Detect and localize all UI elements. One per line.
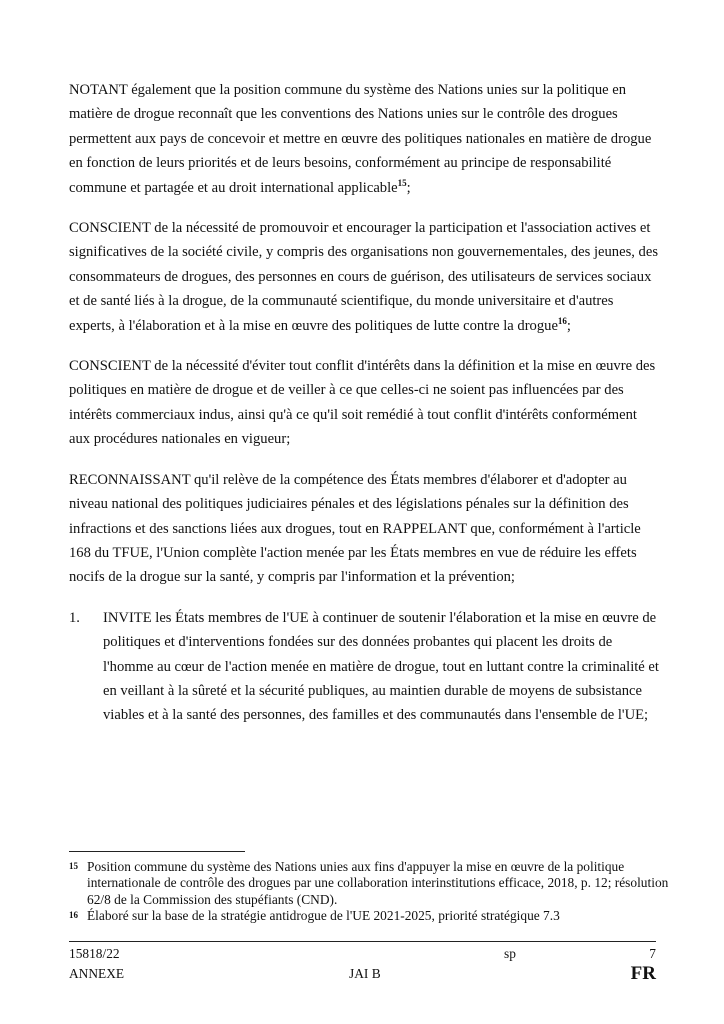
footnote-mark: 16 [69, 910, 78, 921]
page-footer [69, 946, 656, 994]
paragraph-end: ; [406, 179, 411, 196]
language-code: FR [630, 963, 656, 984]
footnote-separator [69, 851, 245, 852]
annex-label: ANNEXE [69, 966, 125, 981]
paragraph-end: ; [566, 317, 571, 334]
paragraph-text: CONSCIENT de la nécessité d'éviter tout conflit d'intérêts dans la définition et la mise en œuvre des politiques en matière de drogue et de veiller à ce que celles-ci ne soient pas influencées par des intérêts commerciaux indus, ainsi qu'à ce qu'il soit remédié à tout conflit d'intérêts conformément aux procédures nationales en vigueur; [69, 358, 656, 448]
paragraph-conscient-participation [69, 216, 659, 338]
page-number: 7 [649, 946, 656, 961]
footnote-text: Position commune du système des Nations unies aux fins d'appuyer la mise en œuvre de la politique internationale de contrôle des drogues par une collaboration interinstitutions efficace, 2018, p. 12; résolution 62/8 de la Commission des stupéfiants (CND). [87, 859, 669, 907]
paragraph-conscient-conflit [69, 354, 659, 452]
paragraph-notant [69, 78, 659, 200]
footnote-mark: 15 [69, 861, 78, 871]
department-code: JAI B [349, 966, 381, 981]
footnote-text: Élaboré sur la base de la stratégie antidrogue de l'UE 2021-2025, priorité stratégique 7.3 [87, 908, 560, 924]
footnote-ref[interactable]: 15 [397, 177, 407, 188]
footnote-16 [69, 908, 669, 924]
footnote-ref[interactable]: 16 [557, 315, 567, 326]
paragraph-text: NOTANT également que la position commune du système des Nations unies sur la politique en matière de drogue reconnaît que les conventions des Nations unies sur le contrôle des drogues permettent aux pays de concevoir et mettre en œuvre des politiques nationales en matière de drogue en fonction de leurs priorités et de leurs besoins, conformément au principe de responsabilité commune et partagée et au droit international applicable [69, 82, 652, 196]
footnotes [69, 859, 669, 925]
body-text [69, 78, 659, 744]
paragraph-reconnaissant [69, 468, 659, 590]
item-number: 1. [69, 609, 80, 626]
footer-separator [69, 941, 656, 942]
paragraph-text: CONSCIENT de la nécessité de promouvoir et encourager la participation et l'association actives et significatives de la société civile, y compris des organisations non gouvernementales, des jeunes, des consommateurs de drogues, des personnes en cours de guérison, des utilisateurs de services sociaux et de santé liés à la drogue, de la communauté scientifique, du monde universitaire et d'autres experts, à l'élaboration et à la mise en œuvre des politiques de lutte contre la drogue [69, 220, 659, 334]
document-number: 15818/22 [69, 946, 120, 961]
numbered-item-1 [69, 606, 659, 728]
author-initials: sp [504, 946, 516, 961]
paragraph-text: RECONNAISSANT qu'il relève de la compétence des États membres d'élaborer et d'adopter au niveau national des politiques judiciaires pénales et des législations pénales sur la définition des infractions et des sanctions liées aux drogues, tout en RAPPELANT que, conformément à l'article 168 du TFUE, l'Union complète l'action menée par les États membres en vue de réduire les effets nocifs de la drogue sur la santé, y compris par l'information et la prévention; [69, 471, 641, 586]
footnote-15 [69, 859, 669, 908]
item-text: INVITE les États membres de l'UE à continuer de soutenir l'élaboration et la mise en œuvre de politiques et d'interventions fondées sur des données probantes qui placent les droits de l'homme au cœur de l'action menée en matière de drogue, tout en luttant contre la criminalité et en veillant à la sûreté et la sécurité publiques, au maintien durable de moyens de subsistance viables et à la santé des personnes, des familles et des communautés dans l'ensemble de l'UE; [103, 609, 659, 724]
